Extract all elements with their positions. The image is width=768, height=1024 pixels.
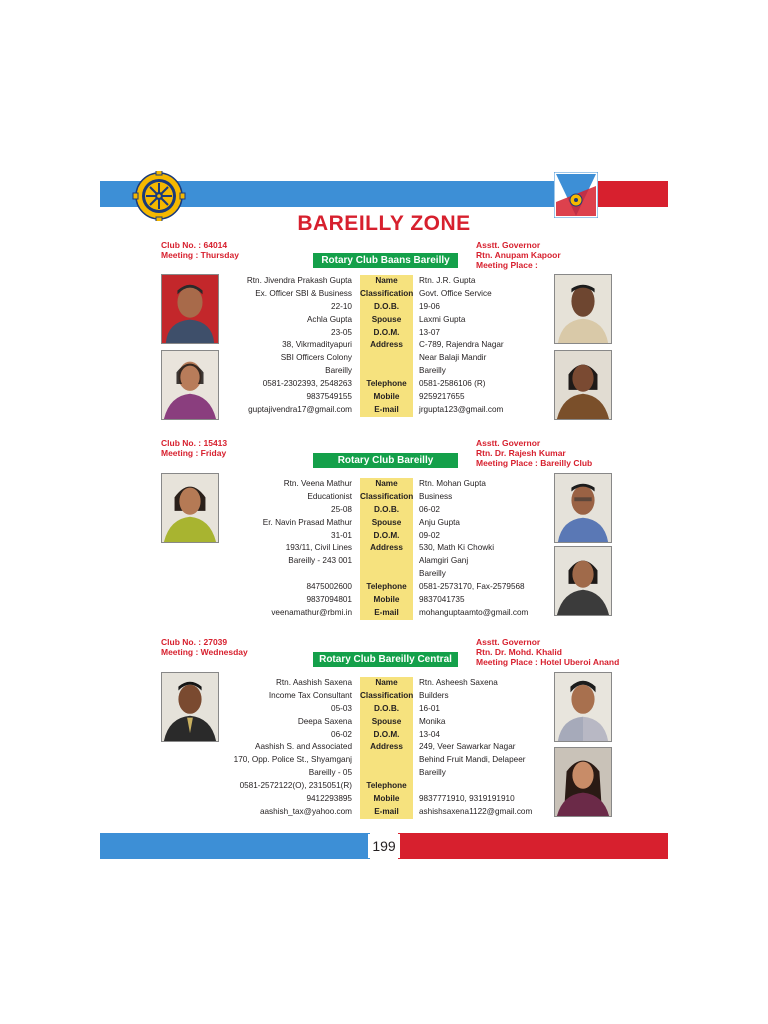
secretary-name: Rtn. J.R. Gupta [419, 276, 476, 285]
secretary-dom: 13-04 [419, 729, 440, 739]
secretary-classification: Builders [419, 690, 449, 700]
row-address-3 [0, 568, 768, 581]
governor-title: Asstt. Governor [476, 240, 541, 250]
president-dom: 23-05 [331, 327, 352, 337]
row-dob [0, 301, 768, 314]
row-email [0, 404, 768, 417]
president-dob: 22-10 [331, 301, 352, 311]
secretary-spouse-photo [554, 546, 612, 616]
secretary-photo [554, 672, 612, 742]
club-name-badge: Rotary Club Baans Bareilly [313, 253, 458, 268]
governor-name: Rtn. Dr. Rajesh Kumar [476, 448, 566, 458]
label-address: Address [360, 339, 413, 352]
president-address: Bareilly [325, 366, 352, 376]
secretary-photo [554, 473, 612, 543]
row-mobile [0, 793, 768, 806]
label-classification: Classification [360, 690, 413, 703]
label-telephone: Telephone [360, 378, 413, 391]
row-dom [0, 729, 768, 742]
secretary-address: Bareilly [419, 768, 446, 778]
label-name: Name [360, 275, 413, 288]
governor-info [476, 438, 592, 468]
president-dob: 05-03 [331, 703, 352, 713]
secretary-address: Alamgiri Ganj [419, 556, 469, 566]
label-address: Address [360, 741, 413, 754]
club-name-badge: Rotary Club Bareilly Central [313, 652, 458, 667]
label-spouse: Spouse [360, 517, 413, 530]
row-address-2 [0, 352, 768, 365]
secretary-address: Near Balaji Mandir [419, 353, 487, 363]
president-address: Bareilly - 05 [308, 768, 352, 778]
label-blank [360, 555, 413, 568]
label-classification: Classification [360, 491, 413, 504]
label-dob: D.O.B. [360, 504, 413, 517]
president-address: 38, Vikrmadityapuri [282, 340, 352, 350]
secretary-email: mohanguptaamto@gmail.com [419, 607, 529, 617]
label-blank [360, 352, 413, 365]
secretary-address: C-789, Rajendra Nagar [419, 340, 504, 350]
secretary-dob: 06-02 [419, 504, 440, 514]
president-photo [161, 473, 219, 543]
secretary-address: Bareilly [419, 366, 446, 376]
secretary-address: 530, Math Ki Chowki [419, 543, 495, 553]
secretary-email: ashishsaxena1122@gmail.com [419, 806, 533, 816]
member-details-table [0, 677, 768, 819]
secretary-name: Rtn. Asheesh Saxena [419, 678, 498, 687]
president-address: Aashish S. and Associated [255, 742, 352, 752]
secretary-dob: 16-01 [419, 703, 440, 713]
meeting-day: Meeting : Thursday [161, 250, 239, 260]
president-classification: Income Tax Consultant [268, 690, 352, 700]
secretary-telephone: 0581-2586106 (R) [419, 379, 486, 389]
president-photo [161, 274, 219, 344]
governor-title: Asstt. Governor [476, 438, 541, 448]
president-name: Rtn. Aashish Saxena [275, 678, 352, 687]
secretary-address: Bareilly [419, 569, 446, 579]
row-dob [0, 504, 768, 517]
president-dom: 31-01 [331, 530, 352, 540]
secretary-address: Behind Fruit Mandi, Delapeer [419, 755, 526, 765]
secretary-dom: 13-07 [419, 327, 440, 337]
label-email: E-mail [360, 404, 413, 417]
secretary-dob: 19-06 [419, 301, 440, 311]
label-blank [360, 754, 413, 767]
page-number: 199 [368, 834, 400, 858]
president-mobile: 9837094801 [306, 595, 352, 605]
president-spouse-photo [161, 350, 219, 420]
label-mobile: Mobile [360, 793, 413, 806]
governor-name: Rtn. Dr. Mohd. Khalid [476, 647, 562, 657]
meeting-place: Meeting Place : [476, 260, 538, 270]
president-spouse: Achla Gupta [306, 314, 352, 324]
row-address-2 [0, 754, 768, 767]
label-blank [360, 568, 413, 581]
header-band-red [597, 181, 668, 207]
president-telephone: 8475002600 [306, 582, 352, 592]
secretary-email: jrgupta123@gmail.com [419, 404, 504, 414]
row-dom [0, 327, 768, 340]
row-email [0, 806, 768, 819]
label-name: Name [360, 677, 413, 690]
label-mobile: Mobile [360, 391, 413, 404]
label-mobile: Mobile [360, 594, 413, 607]
row-name [0, 478, 768, 491]
label-telephone: Telephone [360, 581, 413, 594]
label-blank [360, 365, 413, 378]
club-info [161, 240, 239, 260]
governor-info [476, 637, 619, 667]
secretary-spouse-photo [554, 350, 612, 420]
row-address [0, 741, 768, 754]
meeting-place: Meeting Place : Bareilly Club [476, 458, 593, 468]
row-telephone [0, 581, 768, 594]
secretary-mobile: 9837771910, 9319191910 [419, 794, 515, 804]
secretary-classification: Business [419, 491, 453, 501]
row-name [0, 677, 768, 690]
governor-title: Asstt. Governor [476, 637, 541, 647]
secretary-dom: 09-02 [419, 530, 440, 540]
member-details-table [0, 275, 768, 417]
row-address [0, 339, 768, 352]
president-telephone: 0581-2302393, 2548263 [262, 379, 352, 389]
president-spouse: Er. Navin Prasad Mathur [262, 517, 352, 527]
president-spouse: Deepa Saxena [297, 716, 352, 726]
secretary-spouse: Monika [419, 716, 446, 726]
label-classification: Classification [360, 288, 413, 301]
secretary-mobile: 9837041735 [419, 595, 465, 605]
club-number: Club No. : 27039 [161, 637, 228, 647]
row-email [0, 607, 768, 620]
row-mobile [0, 594, 768, 607]
club-info [161, 637, 248, 657]
secretary-spouse-photo [554, 747, 612, 817]
label-blank [360, 767, 413, 780]
label-dom: D.O.M. [360, 327, 413, 340]
meeting-place: Meeting Place : Hotel Uberoi Anand [476, 657, 620, 667]
row-name [0, 275, 768, 288]
president-email: veenamathur@rbmi.in [271, 607, 352, 617]
secretary-address: 249, Veer Sawarkar Nagar [419, 742, 516, 752]
president-dom: 06-02 [331, 729, 352, 739]
president-dob: 25-08 [331, 504, 352, 514]
president-address: SBI Officers Colony [280, 353, 352, 363]
label-dom: D.O.M. [360, 729, 413, 742]
president-email: guptajivendra17@gmail.com [248, 404, 352, 414]
row-address-2 [0, 555, 768, 568]
president-address: Bareilly - 243 001 [288, 556, 352, 566]
president-mobile: 9412293895 [306, 794, 352, 804]
row-classification [0, 288, 768, 301]
row-dom [0, 530, 768, 543]
row-classification [0, 690, 768, 703]
president-name: Rtn. Veena Mathur [283, 479, 352, 488]
label-spouse: Spouse [360, 314, 413, 327]
row-spouse [0, 314, 768, 327]
row-telephone [0, 378, 768, 391]
label-dom: D.O.M. [360, 530, 413, 543]
label-email: E-mail [360, 607, 413, 620]
president-classification: Educationist [307, 491, 352, 501]
row-address-3 [0, 365, 768, 378]
president-name: Rtn. Jivendra Prakash Gupta [246, 276, 352, 285]
president-mobile: 9837549155 [306, 392, 352, 402]
page-title: BAREILLY ZONE [297, 212, 471, 235]
label-spouse: Spouse [360, 716, 413, 729]
secretary-mobile: 9259217655 [419, 392, 465, 402]
governor-info [476, 240, 561, 270]
row-classification [0, 491, 768, 504]
club-number: Club No. : 15413 [161, 438, 228, 448]
footer-band-red [398, 833, 668, 859]
member-details-table [0, 478, 768, 620]
footer-band-blue [100, 833, 370, 859]
president-email: aashish_tax@yahoo.com [259, 806, 352, 816]
row-mobile [0, 391, 768, 404]
governor-name: Rtn. Anupam Kapoor [476, 250, 561, 260]
row-address-3 [0, 767, 768, 780]
club-name-badge: Rotary Club Bareilly [313, 453, 458, 468]
row-telephone [0, 780, 768, 793]
label-dob: D.O.B. [360, 301, 413, 314]
label-telephone: Telephone [360, 780, 413, 793]
secretary-classification: Govt. Office Service [419, 288, 492, 298]
meeting-day: Meeting : Friday [161, 448, 227, 458]
meeting-day: Meeting : Wednesday [161, 647, 248, 657]
secretary-telephone: 0581-2573170, Fax-2579568 [419, 582, 525, 592]
president-photo [161, 672, 219, 742]
club-number: Club No. : 64014 [161, 240, 228, 250]
president-address: 170, Opp. Police St., Shyamganj [233, 755, 352, 765]
president-telephone: 0581-2572122(O), 2315051(R) [239, 781, 352, 791]
label-name: Name [360, 478, 413, 491]
club-info [161, 438, 227, 458]
row-spouse [0, 517, 768, 530]
row-dob [0, 703, 768, 716]
label-dob: D.O.B. [360, 703, 413, 716]
label-email: E-mail [360, 806, 413, 819]
row-address [0, 542, 768, 555]
secretary-photo [554, 274, 612, 344]
label-address: Address [360, 542, 413, 555]
president-address: 193/11, Civil Lines [285, 543, 352, 553]
secretary-spouse: Anju Gupta [419, 517, 460, 527]
row-spouse [0, 716, 768, 729]
secretary-name: Rtn. Mohan Gupta [419, 479, 486, 488]
secretary-spouse: Laxmi Gupta [419, 314, 466, 324]
president-classification: Ex. Officer SBI & Business [255, 288, 352, 298]
